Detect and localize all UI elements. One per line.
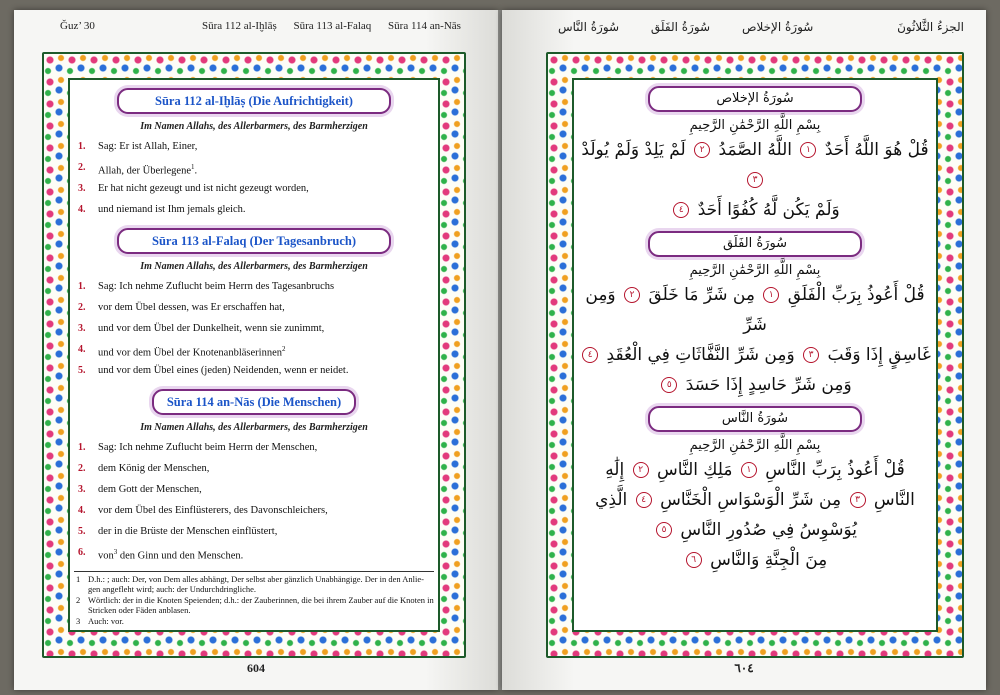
verse-row <box>70 276 438 297</box>
verse-number: 2. <box>78 302 86 313</box>
arabic-verse-line <box>574 195 936 225</box>
verse-end-marker: ٦ <box>686 552 702 568</box>
verse-end-marker: ١ <box>800 142 816 158</box>
verse-row <box>70 178 438 199</box>
arabic-verse-line <box>574 545 936 575</box>
arabic-verse-text: مَلِكِ النَّاسِ <box>657 460 733 480</box>
verse-text: vor dem Übel des Einflüsterers, des Davonschleichers, <box>98 505 328 516</box>
verse-number: 4. <box>78 344 86 355</box>
footnote-number: 2 <box>76 594 81 605</box>
floral-border <box>42 52 466 658</box>
arabic-running-header-ikhlas: سُورَةُ الإخلاص <box>741 20 814 34</box>
verse-number: 2. <box>78 463 86 474</box>
arabic-sura-banner: سُورَةُ النَّاس <box>648 406 862 432</box>
sura-title: Sūra 112 al-Iḫlāṣ (Die Aufrichtigkeit) <box>117 88 391 114</box>
verse-text: dem Gott der Menschen, <box>98 484 202 495</box>
basmala-translation: Im Namen Allahs, des Allerbarmers, des Barmherzigen <box>140 422 368 433</box>
footnote <box>74 595 434 616</box>
footnote-number: 1 <box>76 573 81 584</box>
arabic-verse-line <box>574 455 936 485</box>
verse-end-marker: ٢ <box>624 287 640 303</box>
verse-text: Er hat nicht gezeugt und ist nicht gezeugt worden, <box>98 183 309 194</box>
verse-number: 5. <box>78 526 86 537</box>
verse-row <box>70 339 438 360</box>
footnote-text: Auch: vor. <box>88 615 124 626</box>
verse-text: und vor dem Übel eines (jeden) Neidenden, wenn er neidet. <box>98 365 349 376</box>
footnote-marker[interactable]: 1 <box>191 163 195 171</box>
verse-number: 4. <box>78 505 86 516</box>
verse-number: 4. <box>78 204 86 215</box>
verse-number: 5. <box>78 365 86 376</box>
running-header-sura-113: Sūra 113 al-Falaq <box>293 20 372 32</box>
verse-text: dem König der Menschen, <box>98 463 210 474</box>
verse-number: 3. <box>78 323 86 334</box>
arabic-sura-banner: سُورَةُ الإخلاص <box>648 86 862 112</box>
verse-row <box>70 458 438 479</box>
arabic-text-panel <box>572 78 938 632</box>
floral-border <box>546 52 964 658</box>
verse-end-marker: ٤ <box>636 492 652 508</box>
sura-title: Sūra 113 al-Falaq (Der Tagesanbruch) <box>117 228 391 254</box>
sura-title: Sūra 114 an-Nās (Die Menschen) <box>152 389 356 415</box>
verse-row <box>70 136 438 157</box>
verse-text: Sag: Er ist Allah, Einer, <box>98 141 198 152</box>
footnote-marker[interactable]: 2 <box>282 345 286 353</box>
verse-row <box>70 479 438 500</box>
arabic-verse-text: وَمِن شَرِّ حَاسِدٍ إِذَا حَسَدَ <box>685 375 852 395</box>
footnote-text: Wörtlich: der in die Knoten Speienden; d.h.: der Zauberinnen, die bei ihrem Zauber auf die Knoten in Stricken oder Fäden anblasen. <box>88 594 434 615</box>
footnote <box>74 616 434 627</box>
verse-text: und niemand ist Ihm jemals gleich. <box>98 204 246 215</box>
arabic-verse-text: قُلْ هُوَ اللَّهُ أَحَدٌ <box>824 140 929 160</box>
verse-number: 2. <box>78 162 86 173</box>
arabic-verse-text: مِن شَرِّ مَا خَلَقَ <box>648 285 755 305</box>
footnote <box>74 574 434 595</box>
verse-row <box>70 297 438 318</box>
verse-number: 3. <box>78 484 86 495</box>
arabic-running-header-falaq: سُورَةُ الفَلَق <box>650 20 711 34</box>
arabic-verse-text: غَاسِقٍ إِذَا وَقَبَ <box>827 345 931 365</box>
arabic-verse-line <box>574 280 936 340</box>
footnote-marker[interactable]: 3 <box>113 548 118 556</box>
left-page <box>14 10 498 690</box>
open-book <box>14 10 986 690</box>
verse-row <box>70 360 438 381</box>
verse-number: 1. <box>78 141 86 152</box>
arabic-basmala: بِسْمِ اللَّهِ الرَّحْمَٰنِ الرَّحِيمِ <box>689 438 821 453</box>
arabic-verse-text: قُلْ أَعُوذُ بِرَبِّ الْفَلَقِ <box>787 285 925 305</box>
juz-header: Ǧuz’ 30 <box>60 20 95 32</box>
basmala-translation: Im Namen Allahs, des Allerbarmers, des Barmherzigen <box>140 121 368 132</box>
footnote-text: D.h.: ; auch: Der, von Dem alles abhängt, Der selbst aber gänzlich Unabhängige. Der in den Anlie-gen angefleht wird; auch: der Undurchdringliche. <box>88 573 425 594</box>
verse-text: von <box>98 550 114 562</box>
verse-end-marker: ١ <box>741 462 757 478</box>
verse-text: Sag: Ich nehme Zuflucht beim Herrn des Tagesanbruchs <box>98 281 335 292</box>
verse-text: Allah, der Überlegene <box>98 165 191 177</box>
basmala-translation: Im Namen Allahs, des Allerbarmers, des Barmherzigen <box>140 261 368 272</box>
arabic-verse-line <box>574 340 936 370</box>
verse-number: 3. <box>78 183 86 194</box>
verse-number: 6. <box>78 547 86 558</box>
running-header-sura-114: Sūra 114 an-Nās <box>388 20 461 32</box>
verse-end-marker: ٣ <box>850 492 866 508</box>
arabic-verse-line <box>574 485 936 515</box>
verse-end-marker: ٢ <box>633 462 649 478</box>
verse-end-marker: ٥ <box>656 522 672 538</box>
right-page <box>502 10 986 690</box>
arabic-verse-line <box>574 135 936 195</box>
verse-number: 1. <box>78 281 86 292</box>
verse-end-marker: ١ <box>763 287 779 303</box>
verse-text-tail: den Ginn und den Menschen. <box>117 550 244 562</box>
verse-end-marker: ٥ <box>661 377 677 393</box>
arabic-running-header-nas: سُورَةُ النَّاس <box>558 20 620 34</box>
arabic-page-number: ٦٠٤ <box>734 661 754 675</box>
verse-text: und vor dem Übel der Dunkelheit, wenn sie zunimmt, <box>98 323 325 334</box>
arabic-verse-text: وَمِن شَرِّ <box>585 285 767 335</box>
verse-text: der in die Brüste der Menschen einflüstert, <box>98 526 278 537</box>
verse-number: 1. <box>78 442 86 453</box>
footnote-number: 3 <box>76 615 81 626</box>
arabic-verse-text: يُوَسْوِسُ فِي صُدُورِ النَّاسِ <box>680 520 857 540</box>
verse-row <box>70 521 438 542</box>
verse-text-tail: . <box>194 165 198 177</box>
arabic-basmala: بِسْمِ اللَّهِ الرَّحْمَٰنِ الرَّحِيمِ <box>689 263 821 278</box>
verse-text: Sag: Ich nehme Zuflucht beim Herrn der Menschen, <box>98 442 318 453</box>
verse-row <box>70 318 438 339</box>
arabic-verse-text: وَلَمْ يَكُن لَّهُ كُفُوًا أَحَدٌ <box>697 200 840 220</box>
arabic-verse-text: مِنَ الْجِنَّةِ وَالنَّاسِ <box>710 550 828 570</box>
arabic-verse-text: اللَّهُ الصَّمَدُ <box>718 140 792 160</box>
arabic-juz-header: الجزءُ الثَّلاثُونَ <box>897 20 964 34</box>
page-number: 604 <box>247 661 265 675</box>
verse-end-marker: ٣ <box>803 347 819 363</box>
verse-end-marker: ٤ <box>582 347 598 363</box>
verse-row <box>70 157 438 178</box>
running-header-sura-112: Sūra 112 al-Iḫlāṣ <box>202 20 277 32</box>
arabic-basmala: بِسْمِ اللَّهِ الرَّحْمَٰنِ الرَّحِيمِ <box>689 118 821 133</box>
arabic-verse-line <box>574 515 936 545</box>
footnotes <box>74 571 434 627</box>
verse-row <box>70 437 438 458</box>
verse-text: vor dem Übel dessen, was Er erschaffen hat, <box>98 302 285 313</box>
verse-row <box>70 500 438 521</box>
verse-row <box>70 542 438 563</box>
arabic-verse-text: الَّذِي <box>595 490 628 510</box>
verse-end-marker: ٢ <box>694 142 710 158</box>
arabic-verse-text: النَّاسِ <box>873 490 915 510</box>
arabic-sura-running-headers <box>558 20 813 34</box>
verse-end-marker: ٣ <box>747 172 763 188</box>
translation-panel <box>68 78 440 632</box>
verse-end-marker: ٤ <box>673 202 689 218</box>
verse-text: und vor dem Übel der Knotenanbläserinnen <box>98 347 282 359</box>
arabic-verse-text: لَمْ يَلِدْ وَلَمْ يُولَدْ <box>581 140 686 160</box>
arabic-verse-text: قُلْ أَعُوذُ بِرَبِّ النَّاسِ <box>765 460 905 480</box>
arabic-verse-text: مِن شَرِّ الْوَسْوَاسِ الْخَنَّاسِ <box>660 490 842 510</box>
verse-row <box>70 199 438 220</box>
sura-running-headers <box>202 20 461 32</box>
arabic-sura-banner: سُورَةُ الفَلَق <box>648 231 862 257</box>
arabic-verse-text: وَمِن شَرِّ النَّفَّاثَاتِ فِي الْعُقَدِ <box>606 345 795 365</box>
arabic-verse-line <box>574 370 936 400</box>
arabic-verse-text: إِلَٰهِ <box>605 460 625 480</box>
